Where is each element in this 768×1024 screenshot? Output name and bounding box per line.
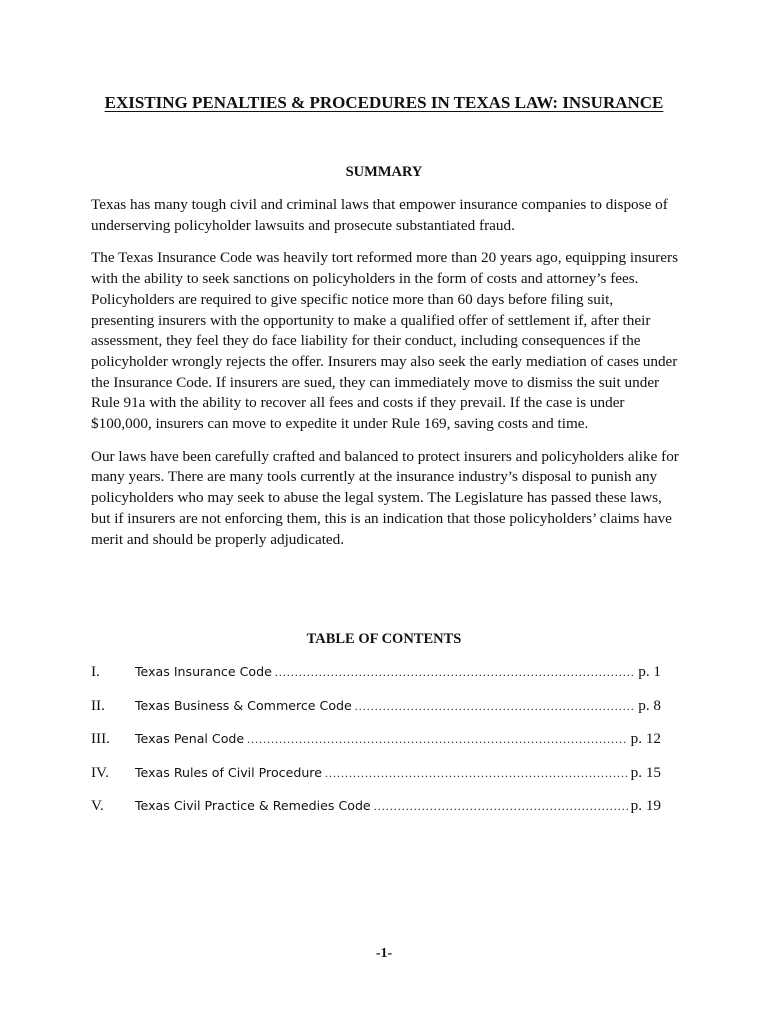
toc-entry-title: Texas Rules of Civil Procedure <box>135 764 322 780</box>
toc-entry-page: p. 1 <box>638 663 661 680</box>
toc-entry[interactable] <box>91 796 661 830</box>
document-title: EXISTING PENALTIES & PROCEDURES IN TEXAS LAW: INSURANCE <box>104 93 664 112</box>
toc-dot-leader <box>325 763 628 784</box>
toc-dot-leader <box>247 729 627 750</box>
toc-entry[interactable] <box>91 662 661 696</box>
toc-entry-number: II. <box>91 696 105 714</box>
toc-entry-page: p. 19 <box>630 797 661 814</box>
summary-heading: SUMMARY <box>345 164 423 180</box>
summary-paragraph: The Texas Insurance Code was heavily tort reformed more than 20 years ago, equipping insurers with the ability to seek sanctions on policyholders in the form of costs and attorney’s fees. Policyholders are required to give specific notice more than 60 days before filing suit, presenting insurers with the opportunity to make a qualified offer of settlement if, after their assessment, they feel they do face liability for their conduct, including consequences if the policyholder wrongly rejects the offer. Insurers may also seek the early mediation of cases under the Insurance Code. If insurers are sued, they can immediately move to dismiss the suit under Rule 91a with the ability to recover all fees and costs if they prevail. If the case is under $100,000, insurers can move to expedite it under Rule 169, saving costs and time. <box>91 249 678 433</box>
summary-paragraph: Texas has many tough civil and criminal laws that empower insurance companies to dispose of underserving policyholder lawsuits and prosecute substantiated fraud. <box>91 196 668 234</box>
toc-entry-number: III. <box>91 730 110 747</box>
toc-entry-title: Texas Penal Code <box>135 731 245 746</box>
toc-entry-number: V. <box>91 797 104 814</box>
summary-section <box>91 195 679 562</box>
toc-dot-leader <box>374 796 628 817</box>
toc-entry-number: IV. <box>91 763 109 781</box>
toc-entry[interactable] <box>91 763 661 797</box>
toc-entry-page: p. 12 <box>630 730 661 747</box>
toc-entry-title: Texas Insurance Code <box>135 664 272 679</box>
table-of-contents <box>91 662 661 830</box>
toc-entry[interactable] <box>91 729 661 763</box>
toc-entry-page: p. 8 <box>638 696 661 714</box>
toc-entry-page: p. 15 <box>630 763 661 781</box>
toc-heading: TABLE OF CONTENTS <box>306 631 462 647</box>
toc-entry-number: I. <box>91 663 100 680</box>
toc-dot-leader <box>355 696 635 717</box>
toc-entry[interactable] <box>91 696 661 730</box>
toc-entry-title: Texas Business & Commerce Code <box>135 697 352 713</box>
summary-paragraph: Our laws have been carefully crafted and balanced to protect insurers and policyholders alike for many years. There are many tools currently at the insurance industry’s disposal to punish any policyholders who may seek to abuse the legal system. The Legislature has passed these laws, but if insurers are not enforcing them, this is an indication that those policyholders’ claims have merit and should be properly adjudicated. <box>91 447 679 548</box>
toc-dot-leader <box>275 662 635 683</box>
toc-entry-title: Texas Civil Practice & Remedies Code <box>135 798 371 813</box>
page-number: -1- <box>375 946 393 961</box>
